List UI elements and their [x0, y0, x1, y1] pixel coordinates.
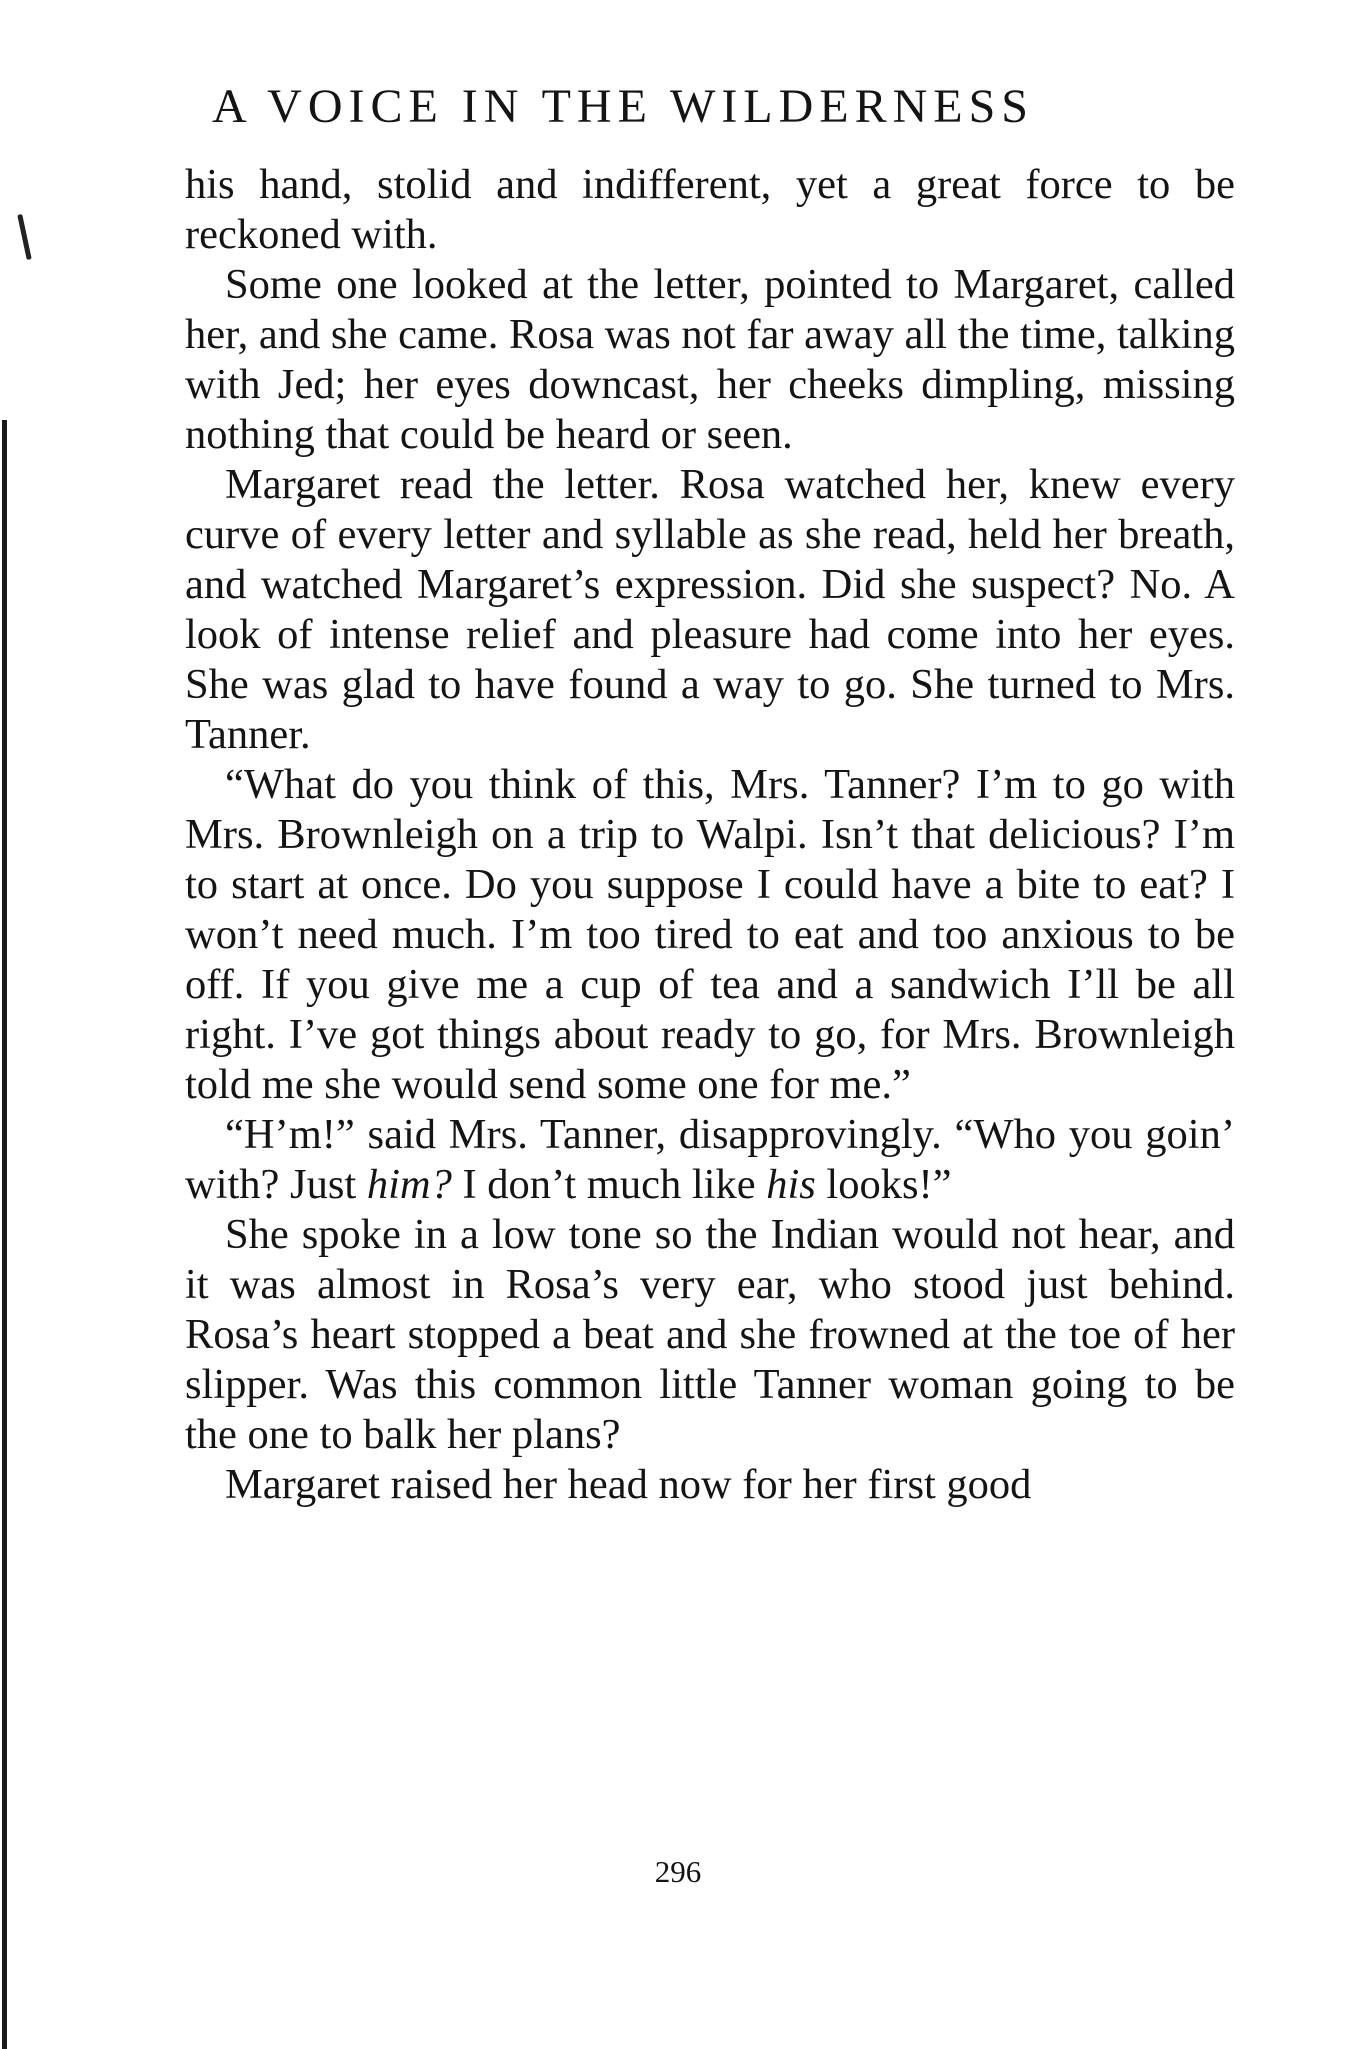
text-run: Margaret raised her head now for her first good [225, 1461, 1032, 1508]
italic-text: him? [366, 1161, 452, 1208]
paragraph [185, 1210, 1235, 1460]
page-edge-shadow [2, 420, 7, 2049]
paragraph [185, 260, 1235, 460]
text-run: Margaret read the letter. Rosa watched her, knew every curve of every letter and syllable as she read, held her breath, and watched Margaret’s expression. Did she suspect? No. A look of intense relief and pleasure had come into her eyes. She was glad to have found a way to go. She turned to Mrs. Tanner. [185, 461, 1235, 758]
text-run: looks!” [815, 1161, 952, 1208]
ink-mark [17, 214, 31, 260]
text-run: Some one looked at the letter, pointed to Margaret, called her, and she came. Rosa was not far away all the time, talking with Jed; her eyes downcast, her cheeks dimpling, missing nothing that could be heard or seen. [185, 261, 1235, 458]
body-text [185, 160, 1235, 1510]
italic-text: his [766, 1161, 816, 1208]
paragraph [185, 160, 1235, 260]
running-head: A VOICE IN THE WILDERNESS [212, 80, 1034, 133]
text-run: “What do you think of this, Mrs. Tanner? I’m to go with Mrs. Brownleigh on a trip to Walpi. Isn’t that delicious? I’m to start at once. Do you suppose I could have a bite to eat? I won’t need much. I’m too tired to eat and too anxious to be off. If you give me a cup of tea and a sandwich I’ll be all right. I’ve got things about ready to go, for Mrs. Brownleigh told me she would send some one for me.” [185, 761, 1235, 1108]
paragraph [185, 760, 1235, 1110]
text-run: I don’t much like [451, 1161, 767, 1208]
page-number: 296 [654, 1854, 702, 1889]
paragraph [185, 1460, 1235, 1510]
text-run: his hand, stolid and indifferent, yet a great force to be reckoned with. [185, 161, 1235, 258]
paragraph [185, 460, 1235, 760]
paragraph [185, 1110, 1235, 1210]
text-run: “H’m!” said Mrs. Tanner, disapprovingly. “Who you goin’ with? Just [185, 1111, 1235, 1208]
text-run: She spoke in a low tone so the Indian would not hear, and it was almost in Rosa’s very ear, who stood just behind. Rosa’s heart stopped a beat and she frowned at the toe of her slipper. Was this common little Tanner woman going to be the one to balk her plans? [185, 1211, 1235, 1458]
